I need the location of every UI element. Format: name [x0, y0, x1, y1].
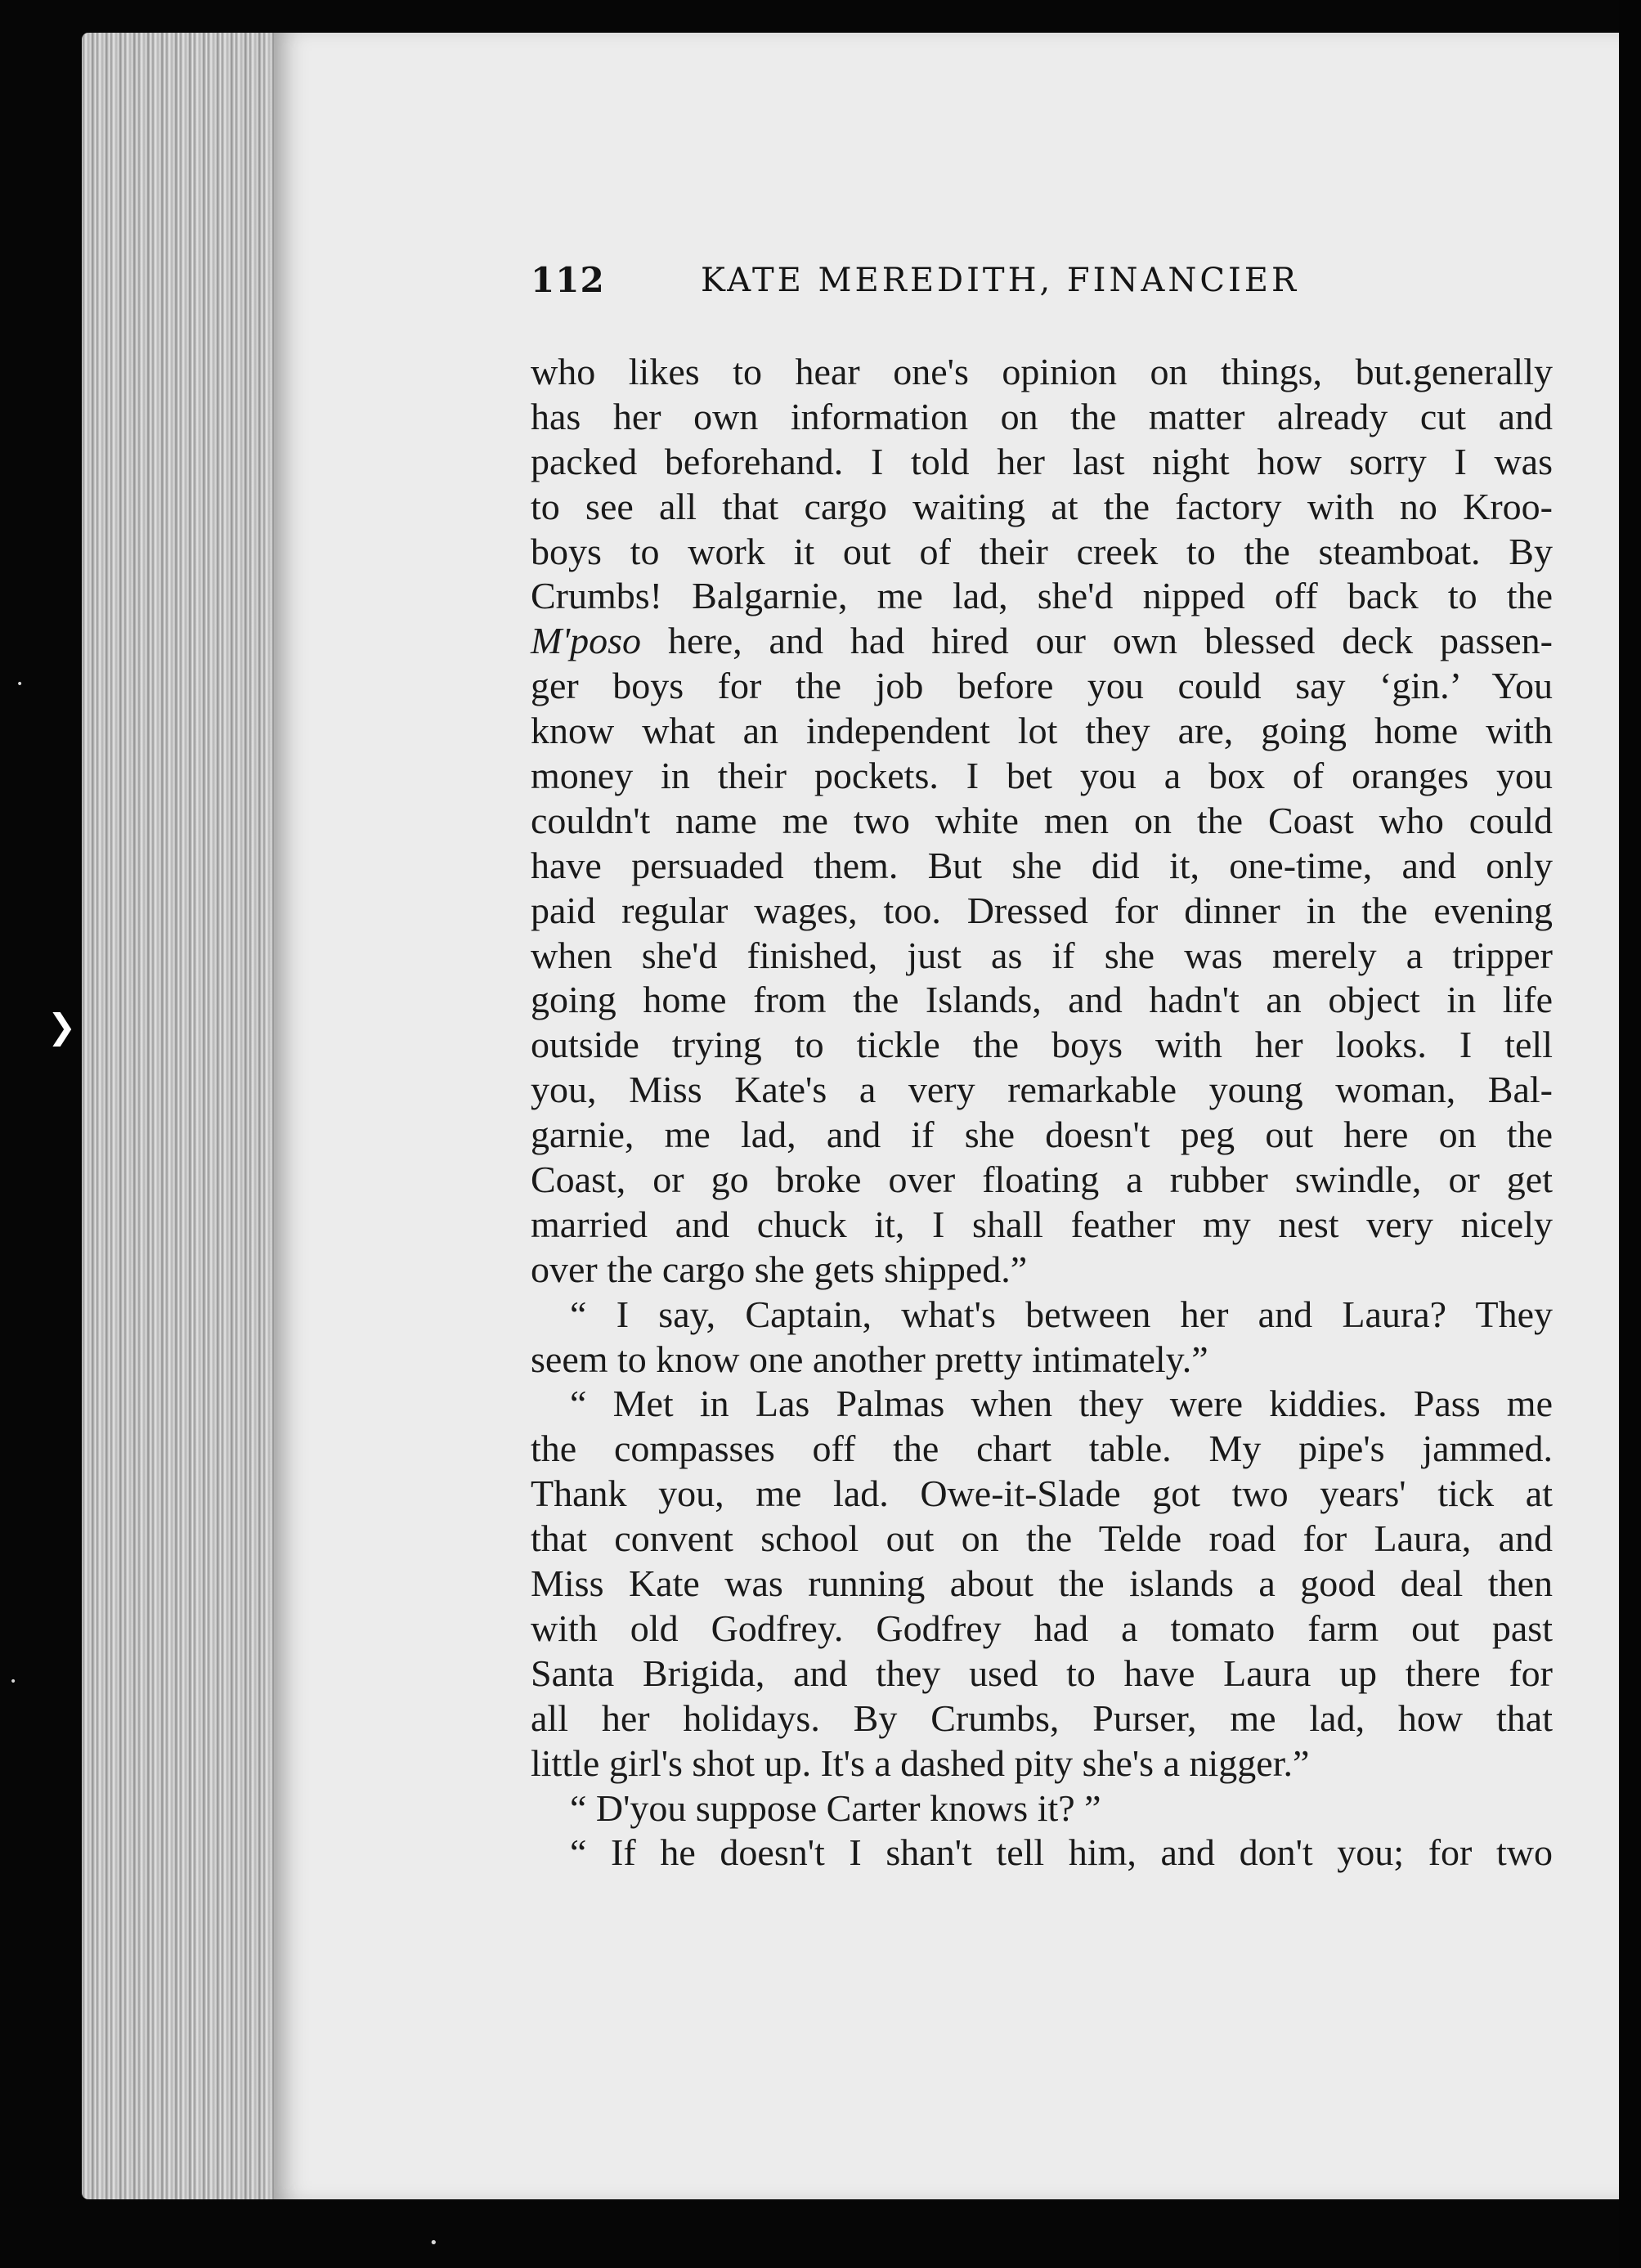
text-line: seem to know one another pretty intimately.” [531, 1338, 1208, 1380]
text-line: Thank you, me lad. Owe-it-Slade got two years' tick at [531, 1472, 1553, 1515]
text-line: money in their pockets. I bet you a box of oranges you [531, 755, 1553, 797]
text-line: “ D'you suppose Carter knows it? ” [570, 1786, 1101, 1829]
scan-speck: • [10, 1675, 17, 1688]
text-line: paid regular wages, too. Dressed for dinner in the evening [531, 889, 1553, 931]
scan-border [1619, 0, 1641, 2268]
text-line: packed beforehand. I told her last night how sorry I was [531, 440, 1553, 482]
text-line: with old Godfrey. Godfrey had a tomato farm out past [531, 1607, 1553, 1649]
text-line: when she'd finished, just as if she was merely a tripper [531, 934, 1553, 976]
text-line: you, Miss Kate's a very remarkable young woman, Bal- [531, 1069, 1553, 1111]
text-line: over the cargo she gets shipped.” [531, 1248, 1028, 1290]
text-line: “ I say, Captain, what's between her and Laura? They [570, 1293, 1553, 1335]
page-edges [82, 33, 294, 2199]
text-line: Santa Brigida, and they used to have Laura up there for [531, 1652, 1553, 1694]
text-line: all her holidays. By Crumbs, Purser, me lad, how that [531, 1697, 1553, 1739]
text-line: to see all that cargo waiting at the factory with no Kroo- [531, 485, 1553, 527]
running-title: KATE MEREDITH, FINANCIER [701, 262, 1300, 299]
text-line: couldn't name me two white men on the Coast who could [531, 799, 1553, 841]
text-line: married and chuck it, I shall feather my nest very nicely [531, 1203, 1553, 1245]
edge-chevron-icon: ❯ [47, 1006, 77, 1047]
text-line: have persuaded them. But she did it, one-time, and only [531, 844, 1553, 886]
scan-speck: • [429, 2234, 438, 2252]
text-line: has her own information on the matter already cut and [531, 395, 1553, 437]
page-number: 112 [531, 260, 605, 300]
body-text [531, 350, 1553, 1876]
text-line [531, 619, 1553, 664]
text-line: outside trying to tickle the boys with her looks. I tell [531, 1024, 1553, 1066]
text-line-rest: here, and had hired our own blessed deck passen- [641, 620, 1553, 662]
text-line: the compasses off the chart table. My pipe's jammed. [531, 1428, 1553, 1470]
text-line: “ Met in Las Palmas when they were kiddies. Pass me [570, 1383, 1553, 1425]
text-line: garnie, me lad, and if she doesn't peg out here on the [531, 1114, 1553, 1156]
text-line: ger boys for the job before you could say ‘gin.’ You [531, 665, 1553, 707]
scan-speck: • [16, 678, 24, 691]
page-header [531, 260, 1373, 317]
text-line: “ If he doesn't I shan't tell him, and don't you; for two [570, 1831, 1553, 1874]
text-line: going home from the Islands, and hadn't an object in life [531, 979, 1553, 1021]
ship-name: M'poso [531, 620, 642, 662]
text-line: know what an independent lot they are, going home with [531, 710, 1553, 752]
text-line: Coast, or go broke over floating a rubber swindle, or get [531, 1159, 1553, 1201]
text-line: boys to work it out of their creek to the steamboat. By [531, 530, 1553, 572]
text-line: who likes to hear one's opinion on things, but.generally [531, 351, 1553, 392]
text-line: Miss Kate was running about the islands a good deal then [531, 1562, 1553, 1605]
text-line: little girl's shot up. It's a dashed pity she's a nigger.” [531, 1741, 1310, 1784]
text-line: that convent school out on the Telde road for Laura, and [531, 1517, 1553, 1560]
text-line: Crumbs! Balgarnie, me lad, she'd nipped off back to the [531, 575, 1553, 617]
